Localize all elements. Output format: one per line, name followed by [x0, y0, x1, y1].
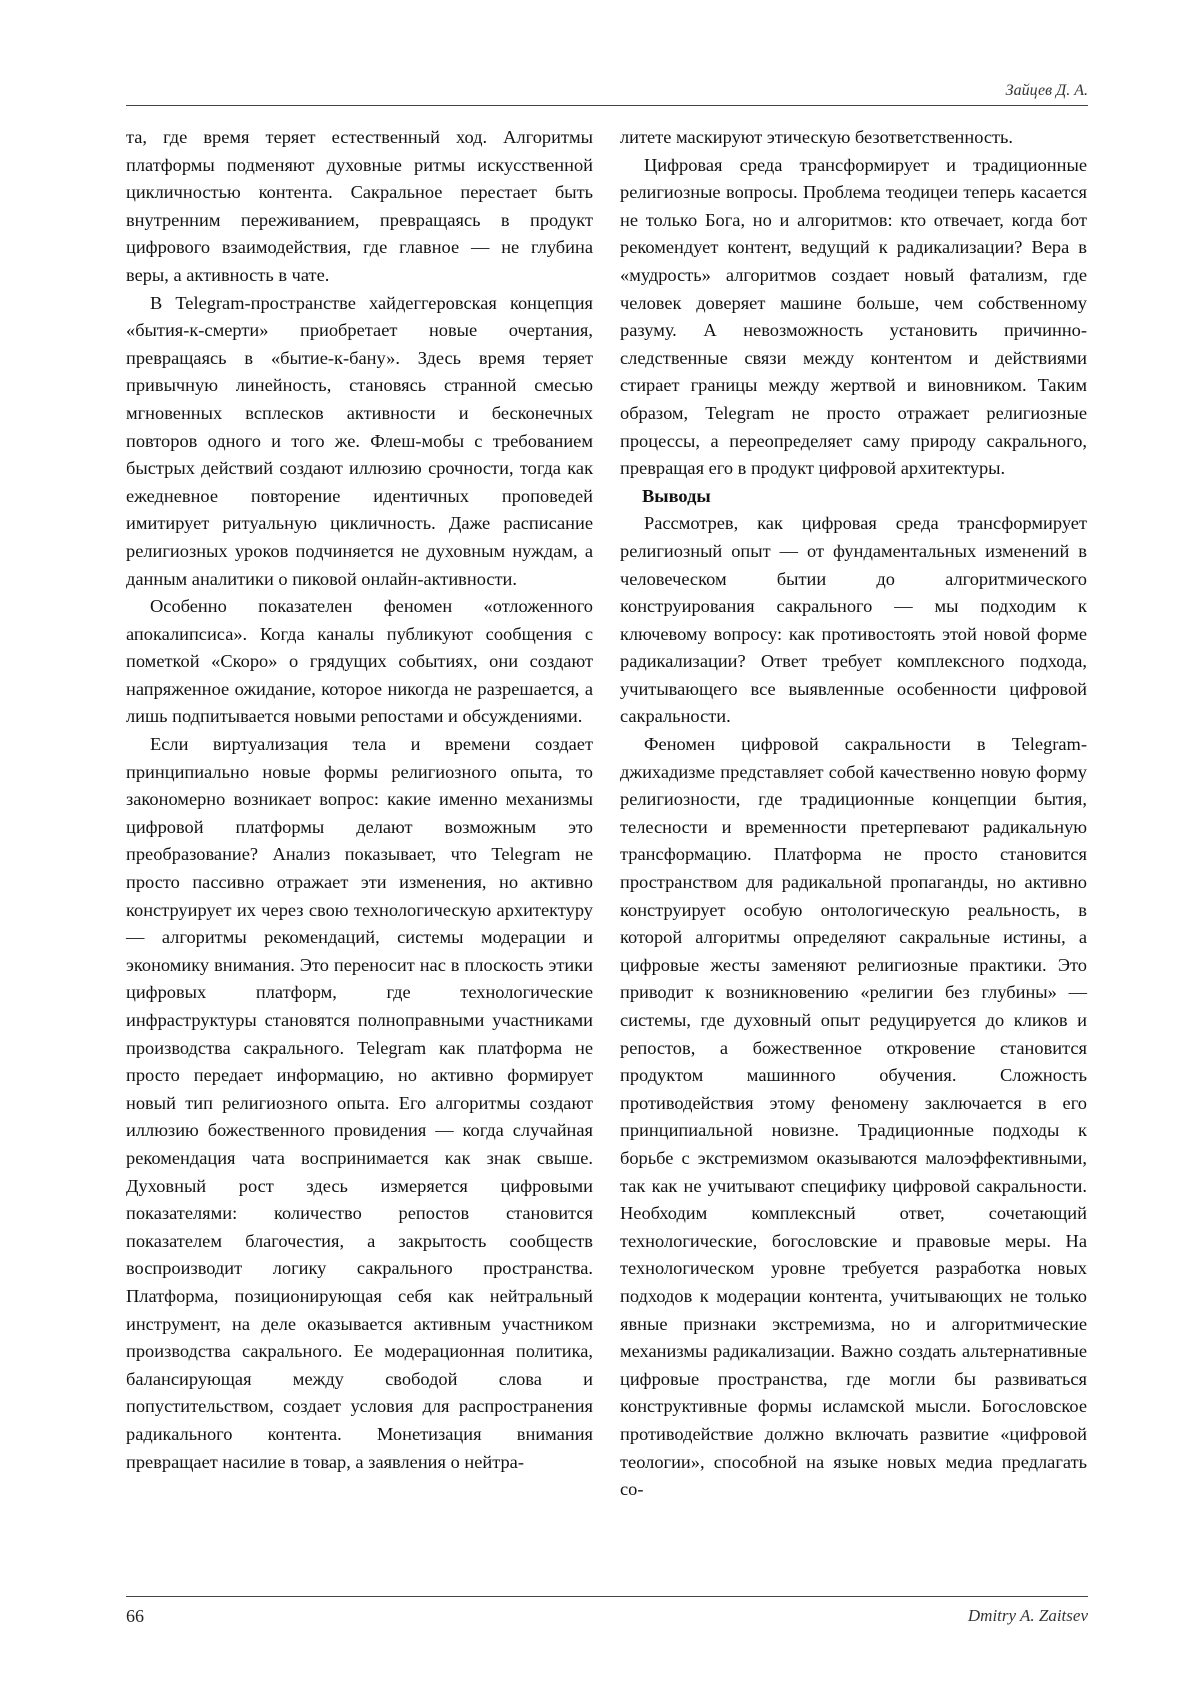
page-number: 66: [126, 1606, 144, 1626]
paragraph: та, где время теряет естественный ход. Алгоритмы платформы подменяют духовные ритмы искусственной цикличностью контента. Сакральное перестает быть внутренним переживанием, превращаясь в продукт цифрового взаимодействия, где главное — не глубина веры, а активность в чате.: [126, 127, 593, 285]
right-column: [620, 124, 1087, 1504]
paragraph: В Telegram-пространстве хайдеггеровская концепция «бытия-к-смерти» приобретает новые очертания, превращаясь в «бытие-к-бану». Здесь время теряет привычную линейность, становясь странной смесью мгновенных всплесков активности и бесконечных повторов одного и того же. Флеш-мобы с требованием быстрых действий создают иллюзию срочности, тогда как ежедневное повторение идентичных проповедей имитирует ритуальную цикличность. Даже расписание религиозных уроков подчиняется не духовным нуждам, а данным аналитики о пиковой онлайн-активности.: [126, 292, 593, 589]
left-column: [126, 124, 593, 1476]
footer-author: Dmitry A. Zaitsev: [967, 1606, 1088, 1625]
footer-rule: [126, 1596, 1088, 1597]
paragraph: Рассмотрев, как цифровая среда трансформирует религиозный опыт — от фундаментальных изменений в человеческом бытии до алгоритмического конструирования сакрального — мы подходим к ключевому вопросу: как противостоять этой новой форме радикализации? Ответ требует комплексного подхода, учитывающего все выявленные особенности цифровой сакральности.: [620, 513, 1087, 727]
running-head: Зайцев Д. А.: [1005, 82, 1088, 99]
header-rule: [126, 105, 1088, 106]
section-heading: Выводы: [642, 485, 711, 506]
paragraph: Особенно показателен феномен «отложенного апокалипсиса». Когда каналы публикуют сообщения с пометкой «Скоро» о грядущих событиях, они создают напряженное ожидание, которое никогда не разрешается, а лишь подпитывается новыми репостами и обсуждениями.: [126, 596, 593, 727]
paragraph: Цифровая среда трансформирует и традиционные религиозные вопросы. Проблема теодицеи теперь касается не только Бога, но и алгоритмов: кто отвечает, когда бот рекомендует контент, ведущий к радикализации? Вера в «мудрость» алгоритмов создает новый фатализм, где человек доверяет машине больше, чем собственному разуму. А невозможность установить причинно-следственные связи между контентом и действиями стирает границы между жертвой и виновником. Таким образом, Telegram не просто отражает религиозные процессы, а переопределяет саму природу сакрального, превращая его в продукт цифровой архитектуры.: [620, 154, 1087, 479]
paragraph: Если виртуализация тела и времени создает принципиально новые формы религиозного опыта, то закономерно возникает вопрос: какие именно механизмы цифровой платформы делают возможным это преобразование? Анализ показывает, что Telegram не просто пассивно отражает эти изменения, но активно конструирует их через свою технологическую архитектуру — алгоритмы рекомендаций, системы модерации и экономику внимания. Это переносит нас в плоскость этики цифровых платформ, где технологические инфраструктуры становятся полноправными участниками производства сакрального. Telegram как платформа не просто передает информацию, но активно формирует новый тип религиозного опыта. Его алгоритмы создают иллюзию божественного провидения — когда случайная рекомендация чата воспринимается как знак свыше. Духовный рост здесь измеряется цифровыми показателями: количество репостов становится показателем благочестия, а закрытость сообществ воспроизводит логику сакрального пространства. Платформа, позиционирующая себя как нейтральный инструмент, на деле оказывается активным участником производства сакрального. Ее модерационная политика, балансирующая между свободой слова и попустительством, создает условия для распространения радикального контента. Монетизация внимания превращает насилие в товар, а заявления о нейтра-: [126, 734, 593, 1472]
paragraph: литете маскируют этическую безответственность.: [620, 127, 1014, 147]
paragraph: Феномен цифровой сакральности в Telegram-джихадизме представляет собой качественно новую форму религиозности, где традиционные концепции бытия, телесности и временности претерпевают радикальную трансформацию. Платформа не просто становится пространством для радикальной пропаганды, но активно конструирует особую онтологическую реальность, в которой алгоритмы определяют сакральные истины, а цифровые жесты заменяют религиозные практики. Это приводит к возникновению «религии без глубины» — системы, где духовный опыт редуцируется до кликов и репостов, а божественное откровение становится продуктом машинного обучения. Сложность противодействия этому феномену заключается в его принципиальной новизне. Традиционные подходы к борьбе с экстремизмом оказываются малоэффективными, так как не учитывают специфику цифровой сакральности. Необходим комплексный ответ, сочетающий технологические, богословские и правовые меры. На технологическом уровне требуется разработка новых подходов к модерации контента, учитывающих не только явные признаки экстремизма, но и алгоритмические механизмы радикализации. Важно создать альтернативные цифровые пространства, где могли бы развиваться конструктивные формы исламской мысли. Богословское противодействие должно включать развитие «цифровой теологии», способной на языке новых медиа предлагать со-: [620, 734, 1087, 1500]
